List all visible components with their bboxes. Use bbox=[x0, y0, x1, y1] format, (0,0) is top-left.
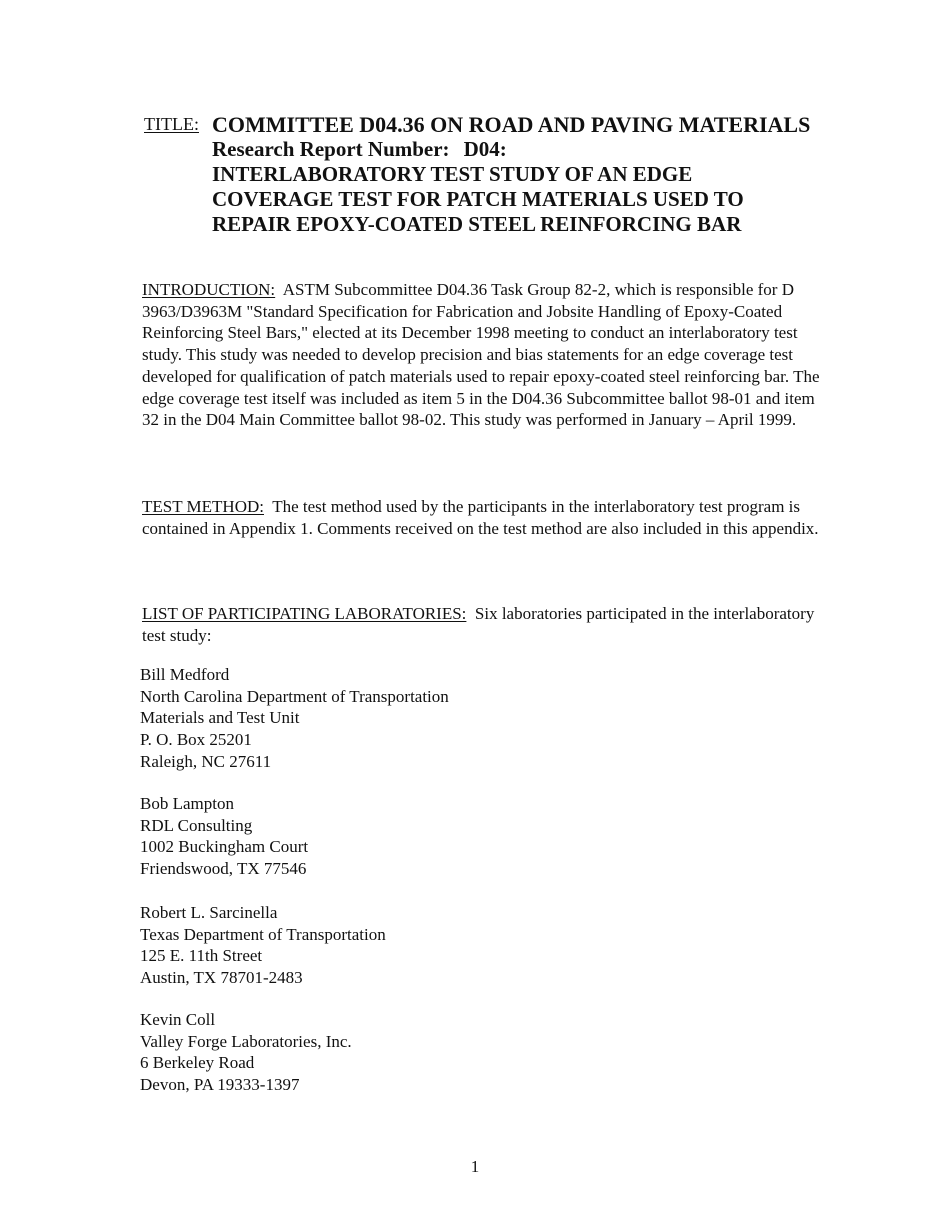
study-title-line-3: REPAIR EPOXY-COATED STEEL REINFORCING BAR bbox=[212, 212, 742, 236]
page-number: 1 bbox=[470, 1157, 480, 1176]
lab-contact-name: Kevin Coll bbox=[140, 1010, 216, 1029]
introduction-text: ASTM Subcommittee D04.36 Task Group 82-2, which is responsible for D 3963/D3963M "Standard Specification for Fabrication and Jobsite Handling of Epoxy-Coated Reinforcing Steel Bars," elected at its December 1998 meeting to conduct an interlaboratory test study. This study was needed to develop precision and bias statements for an edge coverage test developed for qualification of patch materials used to repair epoxy-coated steel reinforcing bar. The edge coverage test itself was included as item 5 in the D04.36 Subcommittee ballot 98-01 and item 32 in the D04 Main Committee ballot 98-02. This study was performed in January – April 1999. bbox=[142, 280, 820, 430]
laboratory-entry bbox=[140, 793, 640, 880]
lab-address-line: Raleigh, NC 27611 bbox=[140, 751, 272, 771]
lab-address-line: Materials and Test Unit bbox=[140, 708, 300, 728]
introduction-heading: INTRODUCTION: bbox=[142, 280, 276, 299]
report-number-value: D04: bbox=[463, 137, 507, 161]
lab-address-line: 6 Berkeley Road bbox=[140, 1053, 255, 1073]
report-number-line bbox=[212, 137, 852, 162]
report-number-label: Research Report Number: bbox=[212, 137, 450, 161]
study-title-line-2: COVERAGE TEST FOR PATCH MATERIALS USED TO bbox=[212, 187, 744, 211]
test-method-section bbox=[142, 496, 822, 539]
lab-address-line: North Carolina Department of Transportation bbox=[140, 686, 449, 706]
lab-address-line: 1002 Buckingham Court bbox=[140, 837, 309, 857]
title-lines bbox=[212, 112, 852, 237]
title-label: TITLE: bbox=[144, 114, 199, 134]
lab-contact-name: Bob Lampton bbox=[140, 794, 234, 813]
lab-address-line: P. O. Box 25201 bbox=[140, 730, 252, 750]
lab-contact-name: Bill Medford bbox=[140, 665, 230, 684]
test-method-heading: TEST METHOD: bbox=[142, 497, 264, 516]
committee-title: COMMITTEE D04.36 ON ROAD AND PAVING MATERIALS bbox=[212, 112, 811, 137]
lab-address-line: Austin, TX 78701-2483 bbox=[140, 968, 303, 988]
laboratory-entry bbox=[140, 902, 640, 989]
laboratory-entry bbox=[140, 1009, 640, 1096]
lab-address-line: Texas Department of Transportation bbox=[140, 924, 386, 944]
lab-address-line: Valley Forge Laboratories, Inc. bbox=[140, 1031, 352, 1051]
study-title-line-1: INTERLABORATORY TEST STUDY OF AN EDGE bbox=[212, 162, 693, 186]
lab-address-line: 125 E. 11th Street bbox=[140, 946, 263, 966]
lab-address-line: Devon, PA 19333-1397 bbox=[140, 1075, 300, 1095]
lab-contact-name: Robert L. Sarcinella bbox=[140, 903, 278, 922]
laboratories-intro-text: Six laboratories participated in the interlaboratory test study: bbox=[142, 604, 815, 645]
introduction-section bbox=[142, 279, 822, 431]
laboratories-section bbox=[142, 603, 822, 646]
test-method-text: The test method used by the participants in the interlaboratory test program is contained in Appendix 1. Comments received on the test method are also included in this appendix. bbox=[142, 497, 819, 538]
laboratories-heading: LIST OF PARTICIPATING LABORATORIES: bbox=[142, 604, 467, 623]
lab-address-line: Friendswood, TX 77546 bbox=[140, 859, 307, 879]
lab-address-line: RDL Consulting bbox=[140, 815, 253, 835]
laboratory-entry bbox=[140, 664, 640, 773]
